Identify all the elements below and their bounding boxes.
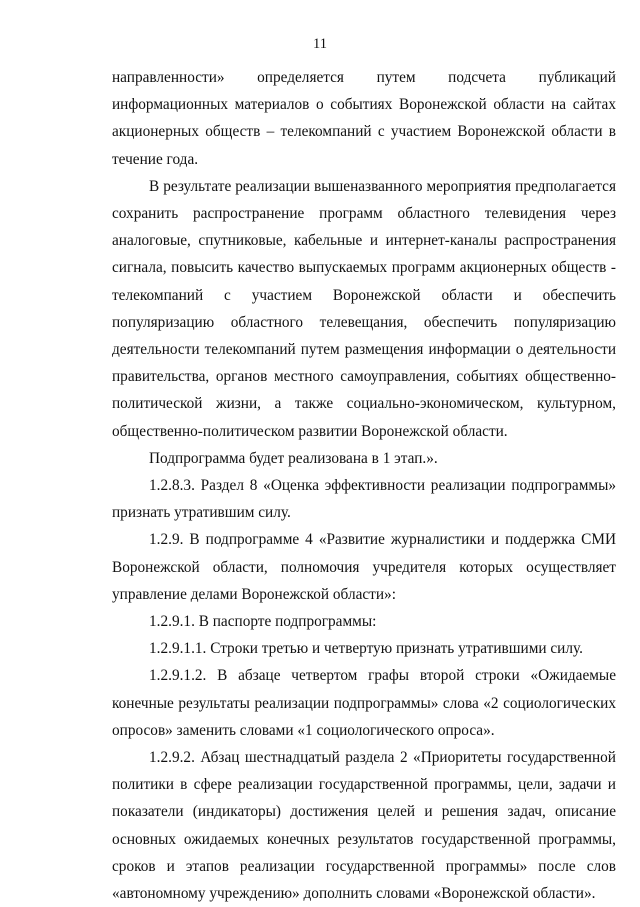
page-number: 11 [313, 36, 327, 52]
paragraph-1-2-9-1-1: 1.2.9.1.1. Строки третью и четвертую признать утратившими силу. [149, 640, 583, 658]
paragraph-implementation-stage: Подпрограмма будет реализована в 1 этап.». [149, 449, 438, 467]
paragraph-1-2-8-3: 1.2.8.3. Раздел 8 «Оценка эффективности реализации подпрограммы» признать утратившим силу. [112, 477, 616, 522]
paragraph-continuation: направленности» определяется путем подсчета публикаций информационных материалов о событиях Воронежской области на сайтах акционерных обществ – телекомпаний с участием Воронежской области в течение года. [112, 69, 616, 168]
paragraph-1-2-9-2: 1.2.9.2. Абзац шестнадцатый раздела 2 «Приоритеты государственной политики в сфере реализации государственной программы, цели, задачи и показатели (индикаторы) достижения целей и решения задач, описание основных ожидаемых конечных результатов государственной программы, сроков и этапов реализации государственной программы» после слов «автономному учреждению» дополнить словами «Воронежской области». [112, 749, 616, 903]
paragraph-1-2-9-1: 1.2.9.1. В паспорте подпрограммы: [149, 613, 377, 631]
document-body [112, 64, 616, 907]
paragraph-expected-results: В результате реализации вышеназванного мероприятия предполагается сохранить распространение программ областного телевидения через аналоговые, спутниковые, кабельные и интернет-каналы распространения сигнала, повысить качество выпускаемых программ акционерных обществ - телекомпаний с участием Воронежской области и обеспечить популяризацию областного телевещания, обеспечить популяризацию деятельности телекомпаний путем размещения информации о деятельности правительства, органов местного самоуправления, событиях общественно-политической жизни, а также социально-экономическом, культурном, общественно-политическом развитии Воронежской области. [112, 177, 616, 440]
paragraph-1-2-9-1-2: 1.2.9.1.2. В абзаце четвертом графы второй строки «Ожидаемые конечные результаты реализации подпрограммы» слова «2 социологических опросов» заменить словами «1 социологического опроса». [112, 667, 616, 739]
paragraph-1-2-9: 1.2.9. В подпрограмме 4 «Развитие журналистики и поддержка СМИ Воронежской области, полномочия учредителя которых осуществляет управление делами Воронежской области»: [112, 531, 616, 603]
